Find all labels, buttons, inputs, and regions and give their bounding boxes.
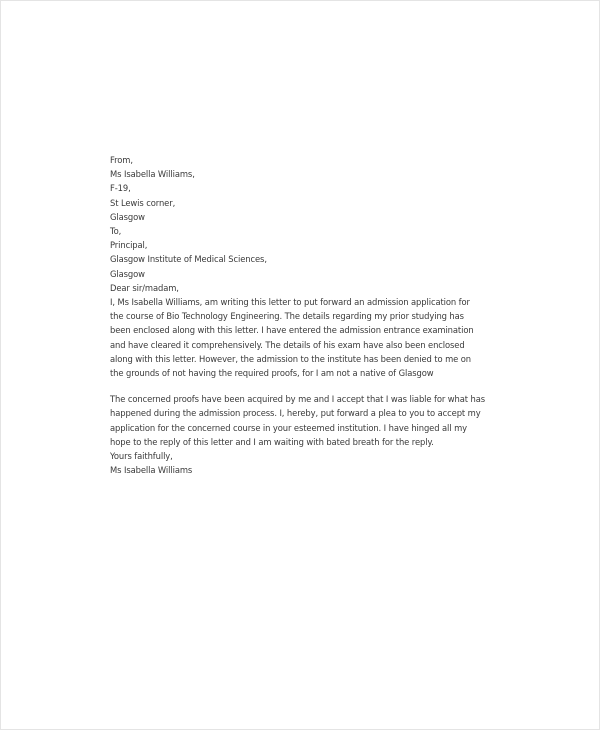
from-label: From, (110, 155, 133, 165)
paragraph-line: application for the concerned course in your esteemed institution. I have hinged all my (110, 422, 467, 433)
salutation: Dear sir/madam, (110, 282, 179, 293)
sender-address-line: St Lewis corner, (110, 197, 176, 208)
recipient-title: Principal, (110, 240, 148, 251)
sender-address-line: F-19, (110, 183, 131, 194)
paragraph-line: been enclosed along with this letter. I have entered the admission entrance examination (110, 325, 474, 336)
signature: Ms Isabella Williams (110, 465, 193, 476)
paragraph-line: and have cleared it comprehensively. The details of his exam have also been enclosed (110, 339, 465, 350)
paragraph-1 (110, 295, 485, 380)
paragraph-line: the grounds of not having the required proofs, for I am not a native of Glasgow (110, 368, 434, 379)
paragraph-line: I, Ms Isabella Williams, am writing this letter to put forward an admission application for (110, 297, 470, 308)
sender-city: Glasgow (110, 211, 145, 222)
paragraph-line: The concerned proofs have been acquired by me and I accept that I was liable for what has (110, 394, 486, 405)
letter-body (110, 153, 485, 477)
recipient-institution: Glasgow Institute of Medical Sciences, (110, 254, 267, 265)
closing: Yours faithfully, (110, 451, 173, 462)
to-label: To, (110, 226, 122, 237)
paragraph-gap (110, 380, 485, 392)
sender-name: Ms Isabella Williams, (110, 169, 195, 180)
recipient-city: Glasgow (110, 268, 145, 279)
paragraph-line: along with this letter. However, the admission to the institute has been denied to me on (110, 353, 471, 364)
letter-header (110, 153, 485, 295)
paragraph-line: hope to the reply of this letter and I am waiting with bated breath for the reply. (110, 436, 434, 447)
paragraph-2 (110, 392, 485, 449)
paragraph-line: the course of Bio Technology Engineering. The details regarding my prior studying has (110, 311, 464, 322)
paragraph-line: happened during the admission process. I, hereby, put forward a plea to you to accept my (110, 408, 481, 419)
